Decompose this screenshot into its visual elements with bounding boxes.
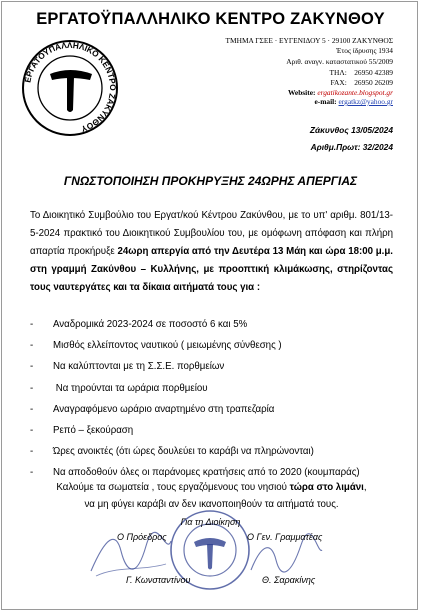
list-item: - Να καλύπτονται με τη Σ.Σ.Ε. πορθμείων [30,361,225,373]
logo-ring-text: ΕΡΓΑΤΟΫΠΑΛΛΗΛΙΚΟ ΚΕΝΤΡΟ ΖΑΚΥΝΘΟΥ [22,39,119,135]
website-link[interactable]: ergatikozante.blogspot.gr [317,88,393,97]
document-heading: ΓΝΩΣΤΟΠΟΙΗΣΗ ΠΡΟΚΗΡΥΞΗΣ 24ΩΡΗΣ ΑΠΕΡΓΙΑΣ [63,174,358,188]
organization-name: ΕΡΓΑΤΟΫΠΑΛΛΗΛΙΚΟ ΚΕΝΤΡΟ ΖΑΚΥΝΘΟΥ [36,10,385,28]
demands-list [30,314,393,484]
closing-line-2: να μη φύγει καράβι αν δεν ικανοποιηθούν τα αιτήματά τους. [84,499,339,510]
registry-line: Αριθ. αναγν. καταστατικού 55/2009 [286,57,393,66]
list-item: - Ώρες ανοικτές (ότι ώρες δουλεύει το καράβι να πληρώνονται) [30,446,314,458]
email-link[interactable]: ergatkz@yahoo.gr [338,97,393,106]
secretary-name: Θ. Σαρακίνης [262,575,316,585]
intro-strike-details: 24ωρη απεργία από την Δευτέρα 13 Μάη και ώρα 18:00 μ.μ. στη γραμμή Ζακύνθου – Κυλλήνης, με προοπτική κλιμάκωσης, στηρίζοντας τους ναυτεργάτες και τα δίκαια αιτήματά τους για : [30,246,393,293]
list-item: - Να τηρούνται τα ωράρια πορθμείου [30,382,208,394]
protocol-number: Αριθμ.Πρωτ: 32/2024 [310,142,393,152]
address-line: ΤΜΗΜΑ ΓΣΕΕ · ΕΥΓΕΝΙΔΟΥ 5 · 29100 ΖΑΚΥΝΘΟΣ [225,36,393,45]
closing-call: Καλούμε τα σωματεία , τους εργαζόμενους του νησιού τώρα στο λιμάνι, [56,482,367,493]
list-item: - Αναδρομικά 2023-2024 σε ποσοστό 6 και 5% [30,319,248,330]
fax-line: FAX: 26950 26209 [330,78,393,87]
president-name: Γ. Κωνσταντίνου [126,575,191,585]
founded-line: Έτος ίδρυσης 1934 [336,46,393,55]
list-item: - Να αποδοθούν όλες οι παράνομες κρατήσεις από το 2020 (κουμπαράς) [30,467,360,479]
closing-emphasis: τώρα στο λιμάνι [289,482,364,493]
intro-paragraph [30,207,393,297]
president-title: Ο Πρόεδρος [117,532,167,542]
website-line: Website: ergatikozante.blogspot.gr [287,88,393,97]
for-board-label: Για τη Διοίκηση [180,517,241,527]
list-item: - Ρεπό – ξεκούραση [30,424,134,436]
list-item: - Αναγραφόμενο ωράριο αναρτημένο στη τραπεζαρία [30,403,275,415]
phone-line: ΤΗΛ: 26950 42389 [329,68,393,77]
date-line: Ζάκυνθος 13/05/2024 [309,125,393,135]
list-item: - Μισθός ελλείποντος ναυτικού ( μειωμένης σύνθεσης ) [30,340,282,352]
organization-logo [16,38,124,138]
email-line: e-mail: ergatkz@yahoo.gr [314,97,393,106]
secretary-title: Ο Γεν. Γραμματέας [247,532,323,542]
intro-text: Το Διοικητικό Συμβούλιο του Εργατ/κού Κέντρου Ζακύνθου, με το υπ' αριθμ. 801/13-5-2024 πρακτικό του Διοικητικού Συμβουλίου του, με ομόφωνη απόφαση και πλήρη απαρτία προκήρυξε [30,210,393,257]
